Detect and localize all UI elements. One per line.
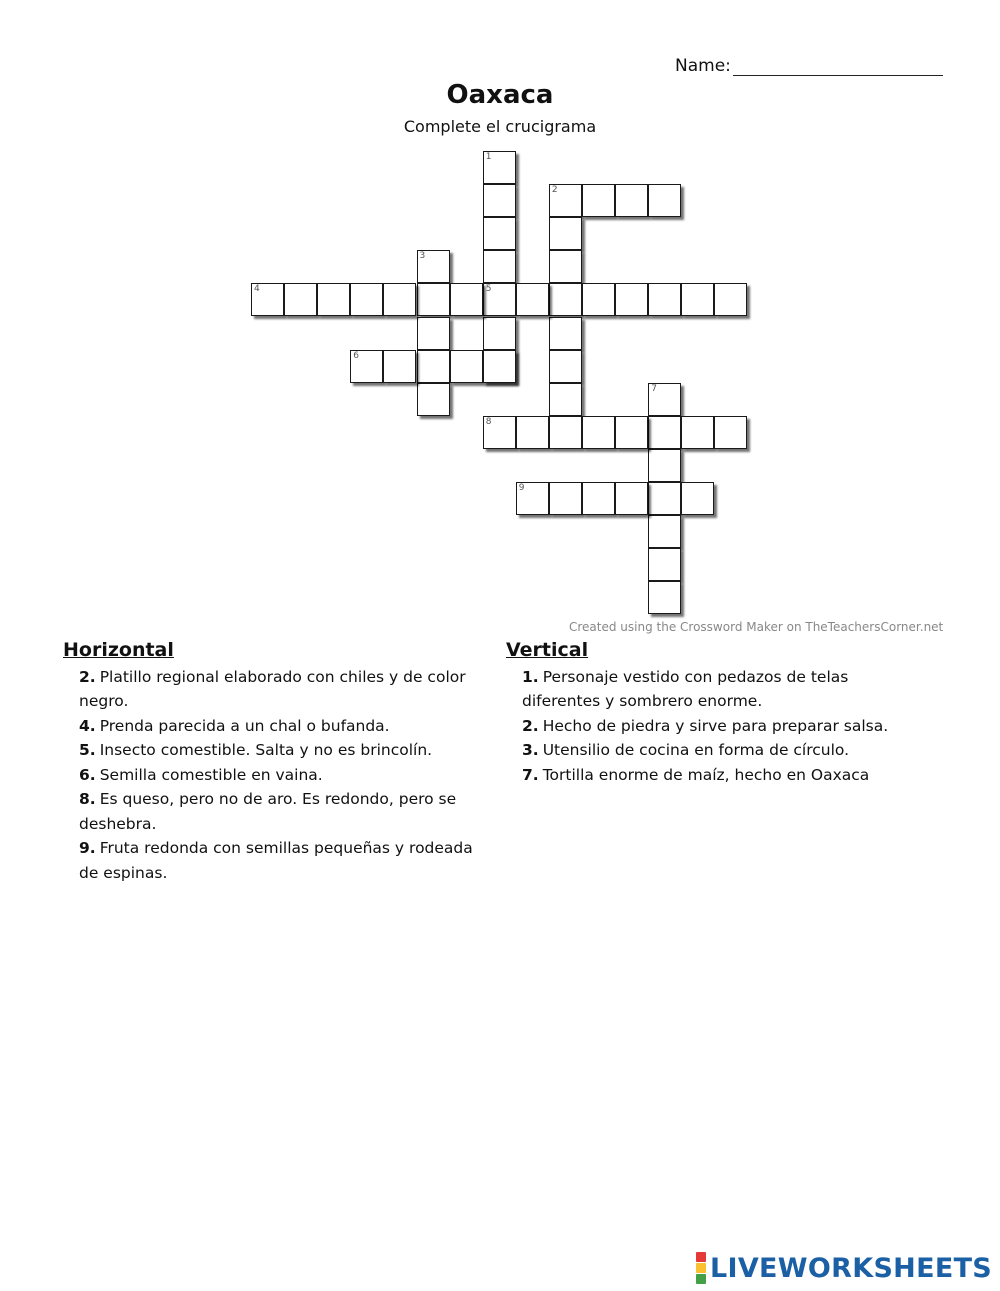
crossword-cell[interactable] — [516, 283, 549, 316]
crossword-cell[interactable] — [483, 317, 516, 350]
crossword-cell[interactable] — [681, 283, 714, 316]
crossword-cell[interactable] — [483, 217, 516, 250]
crossword-cell[interactable] — [648, 548, 681, 581]
horizontal-heading: Horizontal — [63, 639, 174, 661]
crossword-cell[interactable] — [714, 283, 747, 316]
clue-text: Semilla comestible en vaina. — [99, 765, 323, 784]
name-label: Name: — [675, 56, 731, 76]
crossword-cell[interactable] — [383, 283, 416, 316]
crossword-cell[interactable] — [681, 416, 714, 449]
vertical-clue — [506, 738, 916, 763]
logo-block — [696, 1274, 706, 1284]
crossword-cell[interactable] — [483, 250, 516, 283]
crossword-cell[interactable] — [582, 184, 615, 217]
crossword-cell[interactable] — [549, 383, 582, 416]
clue-number-7: 7 — [651, 383, 657, 394]
crossword-grid — [0, 0, 1000, 640]
clue-text: Fruta redonda con semillas pequeñas y rodeada de espinas. — [79, 839, 473, 882]
clue-text: Prenda parecida a un chal o bufanda. — [99, 716, 390, 735]
clue-text: Personaje vestido con pedazos de telas diferentes y sombrero enorme. — [522, 667, 849, 710]
clue-number: 9. — [79, 839, 96, 857]
crossword-cell[interactable] — [417, 383, 450, 416]
crossword-cell[interactable] — [714, 416, 747, 449]
clue-text: Insecto comestible. Salta y no es brincolín. — [99, 741, 433, 759]
clue-number: 5. — [79, 741, 96, 759]
clue-number: 2. — [522, 716, 539, 735]
crossword-cell[interactable] — [549, 217, 582, 250]
crossword-cell[interactable] — [549, 317, 582, 350]
crossword-cell[interactable] — [648, 449, 681, 482]
clue-number-6: 6 — [353, 350, 360, 361]
clue-number-3: 3 — [419, 251, 426, 262]
logo-blocks-icon — [696, 1252, 706, 1284]
crossword-cell[interactable] — [549, 482, 582, 515]
crossword-cell[interactable] — [648, 515, 681, 548]
crossword-cell[interactable] — [483, 350, 516, 383]
vertical-clue — [506, 665, 916, 714]
clue-number: 4. — [79, 716, 96, 735]
crossword-cell[interactable] — [317, 283, 350, 316]
page-title: Oaxaca — [446, 80, 554, 110]
clue-number-1: 1 — [485, 152, 492, 162]
vertical-clue — [506, 714, 916, 739]
clue-number: 1. — [522, 667, 539, 686]
crossword-cell[interactable] — [681, 482, 714, 515]
clue-text: Platillo regional elaborado con chiles y de color negro. — [79, 667, 466, 710]
crossword-cell[interactable] — [549, 416, 582, 449]
horizontal-clue — [63, 714, 483, 739]
horizontal-clue — [63, 665, 483, 714]
vertical-heading: Vertical — [506, 639, 589, 661]
crossword-cell[interactable] — [383, 350, 416, 383]
clue-text: Hecho de piedra y sirve para preparar salsa. — [542, 716, 889, 735]
crossword-cell[interactable] — [582, 416, 615, 449]
crossword-cell[interactable] — [648, 482, 681, 515]
crossword-cell[interactable] — [615, 482, 648, 515]
crossword-cell[interactable] — [615, 416, 648, 449]
clue-number-2: 2 — [551, 185, 558, 196]
crossword-cell[interactable] — [549, 350, 582, 383]
horizontal-clue — [63, 738, 483, 763]
clue-text: Tortilla enorme de maíz, hecho en Oaxaca — [542, 765, 870, 784]
crossword-cell[interactable] — [549, 250, 582, 283]
credit-text: Created using the Crossword Maker on TheTeachersCorner.net — [569, 620, 944, 634]
vertical-clue-list — [506, 665, 916, 788]
clue-number-4: 4 — [254, 284, 260, 295]
crossword-cell[interactable] — [417, 350, 450, 383]
horizontal-clue — [63, 787, 483, 836]
horizontal-clue — [63, 763, 483, 788]
crossword-cell[interactable] — [483, 184, 516, 217]
crossword-cell[interactable] — [417, 283, 450, 316]
horizontal-clue-list — [63, 665, 483, 886]
clue-number: 2. — [79, 667, 96, 686]
crossword-cell[interactable] — [648, 581, 681, 614]
crossword-cell[interactable] — [450, 350, 483, 383]
crossword-cell[interactable] — [648, 416, 681, 449]
clue-number-8: 8 — [485, 416, 492, 427]
liveworksheets-logo — [696, 1252, 992, 1284]
logo-text: LIVEWORKSHEETS — [710, 1252, 993, 1284]
crossword-cell[interactable] — [582, 283, 615, 316]
clue-number: 6. — [79, 765, 96, 784]
page-subtitle: Complete el crucigrama — [403, 117, 597, 136]
clue-number: 3. — [522, 741, 539, 759]
clue-number: 8. — [79, 790, 96, 808]
logo-block — [696, 1263, 706, 1273]
crossword-cell[interactable] — [450, 283, 483, 316]
clue-number-9: 9 — [518, 483, 525, 493]
crossword-cell[interactable] — [615, 283, 648, 316]
crossword-cell[interactable] — [648, 283, 681, 316]
horizontal-clues — [63, 638, 483, 885]
clue-number-5: 5 — [485, 284, 492, 295]
crossword-cell[interactable] — [417, 317, 450, 350]
clue-text: Es queso, pero no de aro. Es redondo, pero se deshebra. — [79, 790, 457, 833]
horizontal-clue — [63, 836, 483, 885]
vertical-clues — [506, 638, 916, 787]
vertical-clue — [506, 763, 916, 788]
crossword-cell[interactable] — [284, 283, 317, 316]
clue-number: 7. — [522, 765, 539, 784]
crossword-cell[interactable] — [516, 416, 549, 449]
crossword-cell[interactable] — [350, 283, 383, 316]
crossword-cell[interactable] — [549, 283, 582, 316]
logo-block — [696, 1252, 706, 1262]
crossword-cell[interactable] — [648, 184, 681, 217]
crossword-cell[interactable] — [582, 482, 615, 515]
clue-text: Utensilio de cocina en forma de círculo. — [542, 741, 850, 759]
crossword-cell[interactable] — [615, 184, 648, 217]
